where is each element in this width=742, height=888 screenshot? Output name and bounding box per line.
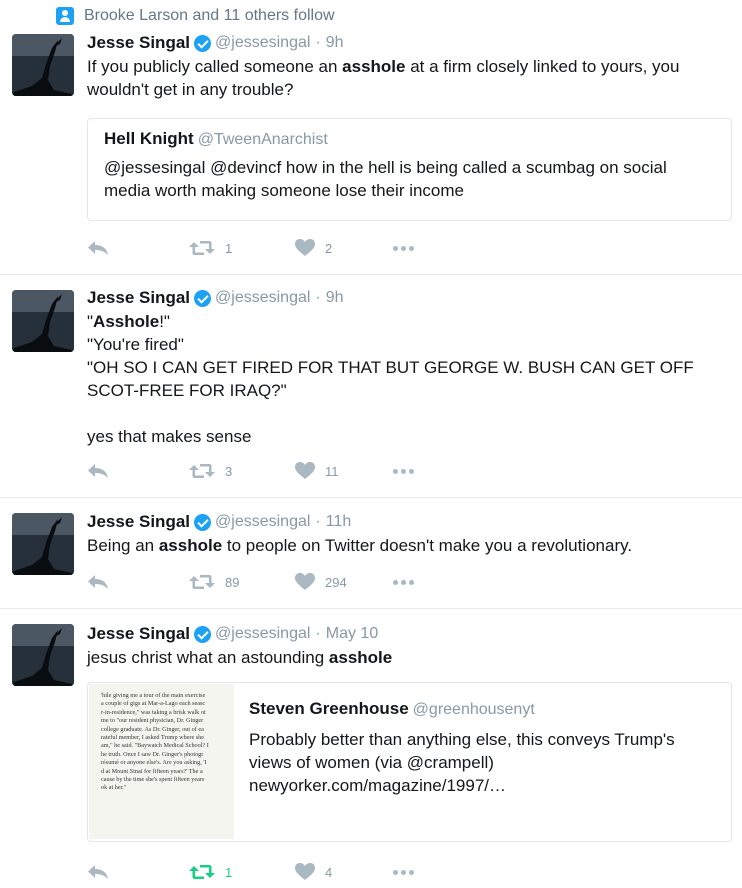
tweet-text — [87, 310, 732, 448]
tweet-text-part: jesus christ what an astounding — [87, 648, 329, 667]
media-text-line: me to "our resident physician, Dr. Ginger — [101, 717, 204, 725]
tweet-text-part: Being an — [87, 536, 159, 555]
retweet-icon — [189, 463, 215, 479]
tweet[interactable] — [0, 0, 742, 274]
like-button[interactable] — [295, 459, 339, 483]
tweet-actions — [87, 860, 487, 884]
quoted-tweet-text: @jessesingal @devincf how in the hell is being called a scumbag on social media worth making someone lose their income — [104, 158, 667, 200]
quoted-author-handle: @greenhousenyt — [412, 701, 535, 718]
like-button[interactable] — [295, 570, 347, 594]
avatar[interactable] — [12, 624, 74, 686]
like-count: 294 — [325, 574, 347, 590]
tweet-text-part: to people on Twitter doesn't make you a revolutionary. — [222, 536, 633, 555]
more-options-icon[interactable] — [393, 459, 414, 483]
author-name[interactable]: Jesse Singal — [87, 624, 191, 643]
author-handle[interactable]: @jessesingal — [215, 34, 311, 51]
retweet-button[interactable] — [189, 459, 232, 483]
author-handle[interactable]: @jessesingal — [215, 625, 311, 642]
more-options-icon[interactable] — [393, 570, 414, 594]
tweet[interactable] — [0, 609, 742, 888]
author-name[interactable]: Jesse Singal — [87, 512, 191, 531]
tweet-text-bold: asshole — [342, 57, 406, 76]
timestamp[interactable]: 9h — [325, 289, 344, 306]
retweet-icon — [189, 864, 215, 880]
tweet-text-part: at a firm closely linked to yours, you wouldn't get in any trouble? — [87, 57, 680, 99]
timestamp[interactable]: May 10 — [325, 625, 379, 642]
tweet[interactable] — [0, 275, 742, 497]
reply-icon — [87, 574, 109, 590]
tweet-header — [87, 622, 378, 646]
separator-dot: · — [315, 513, 321, 530]
tweet-text-line: "You're fired" — [87, 335, 184, 354]
tweet[interactable] — [0, 498, 742, 608]
media-text-line: 'hile giving me a tour of the main exercise — [101, 692, 206, 699]
quoted-tweet-text: Probably better than anything else, this conveys Trump's views of women (via @crampell) newyorker.com/magazine/1997/… — [249, 730, 675, 795]
retweet-icon — [189, 240, 215, 256]
tweet-header — [87, 286, 344, 310]
media-text-line: ok at her." — [101, 784, 127, 792]
follow-context-text: Brooke Larson and 11 others follow — [84, 7, 335, 24]
like-button[interactable] — [295, 860, 332, 884]
tweet-text-bold: Asshole — [93, 312, 160, 331]
tweet-actions — [87, 459, 487, 483]
reply-button[interactable] — [87, 570, 109, 594]
media-text-line: résumé or anyone else's. Are you asking, 'I — [101, 759, 207, 767]
heart-icon — [295, 863, 315, 881]
media-text-line: a couple of gigs at Mar-a-Lago each seasc — [101, 700, 206, 708]
tweet-actions — [87, 236, 487, 260]
quoted-author-name: Hell Knight — [104, 129, 194, 148]
verified-badge-icon — [194, 35, 211, 52]
reply-icon — [87, 240, 109, 256]
avatar[interactable] — [12, 34, 74, 96]
author-name[interactable]: Jesse Singal — [87, 288, 191, 307]
retweet-button[interactable] — [189, 236, 232, 260]
heart-icon — [295, 462, 315, 480]
tweet-text-line: "OH SO I CAN GET FIRED FOR THAT BUT GEORGE W. BUSH CAN GET OFF SCOT-FREE FOR IRAQ?" — [87, 358, 694, 400]
verified-badge-icon — [194, 290, 211, 307]
tweet-text — [87, 55, 732, 101]
avatar[interactable] — [12, 290, 74, 352]
timestamp[interactable]: 9h — [325, 34, 344, 51]
tweet-text-line: yes that makes sense — [87, 427, 252, 446]
retweet-count: 3 — [225, 463, 233, 479]
tweet-text-part: If you publicly called someone an — [87, 57, 343, 76]
like-count: 2 — [325, 240, 333, 256]
tweet-actions — [87, 570, 487, 594]
retweet-icon — [189, 574, 215, 590]
tweet-text-part: " — [87, 312, 94, 331]
tweet-text-bold: asshole — [158, 536, 223, 555]
quoted-author-name: Steven Greenhouse — [249, 699, 409, 718]
retweet-button[interactable] — [189, 860, 232, 884]
quoted-media-thumbnail[interactable] — [89, 684, 234, 839]
reply-icon — [87, 864, 109, 880]
media-text-line: d at Mount Sinai for fifteen years?' The a — [101, 767, 203, 775]
media-text-line: rateful member, I asked Trump where she — [101, 734, 205, 742]
avatar[interactable] — [12, 513, 74, 575]
more-options-icon[interactable] — [393, 860, 414, 884]
retweet-count: 1 — [225, 864, 233, 880]
author-name[interactable]: Jesse Singal — [87, 33, 191, 52]
media-text-line: am," he said. "Baywatch Medical School? I — [101, 742, 209, 750]
media-text-line: college graduate. As Dr. Ginger, out of ea — [101, 725, 204, 733]
media-text-line: r-in-residence," was taking a brisk walk ot — [101, 708, 206, 716]
reply-button[interactable] — [87, 860, 109, 884]
reply-button[interactable] — [87, 459, 109, 483]
media-text-line: cause by the time she's spent fifteen years — [101, 776, 205, 784]
timestamp[interactable]: 11h — [325, 513, 352, 530]
tweet-text-part: !" — [159, 312, 170, 331]
separator-dot: · — [315, 34, 321, 51]
like-count: 4 — [325, 864, 333, 880]
tweet-text-bold: asshole — [328, 648, 393, 667]
retweet-button[interactable] — [189, 570, 239, 594]
media-text-line: he truth. Once I saw Dr. Ginger's photogr — [101, 750, 204, 758]
like-count: 11 — [325, 463, 339, 479]
quoted-author-handle: @TweenAnarchist — [197, 131, 328, 148]
tweet-text — [87, 646, 732, 669]
retweet-count: 89 — [225, 574, 240, 590]
more-options-icon[interactable] — [393, 236, 414, 260]
like-button[interactable] — [295, 236, 332, 260]
reply-button[interactable] — [87, 236, 109, 260]
author-handle[interactable]: @jessesingal — [215, 513, 311, 530]
verified-badge-icon — [194, 514, 211, 531]
separator-dot: · — [315, 289, 321, 306]
quoted-tweet-header — [104, 129, 328, 149]
quoted-tweet[interactable] — [87, 118, 732, 221]
heart-icon — [295, 573, 315, 591]
tweet-text-line — [87, 310, 732, 333]
quoted-tweet[interactable] — [87, 682, 732, 842]
tweet-text — [87, 534, 732, 557]
tweet-header — [87, 31, 344, 55]
verified-badge-icon — [194, 626, 211, 643]
tweet-header — [87, 510, 351, 534]
quoted-tweet-header — [249, 699, 535, 719]
author-handle[interactable]: @jessesingal — [215, 289, 311, 306]
separator-dot: · — [315, 625, 321, 642]
retweet-count: 1 — [225, 240, 233, 256]
heart-icon — [295, 239, 315, 257]
reply-icon — [87, 463, 109, 479]
